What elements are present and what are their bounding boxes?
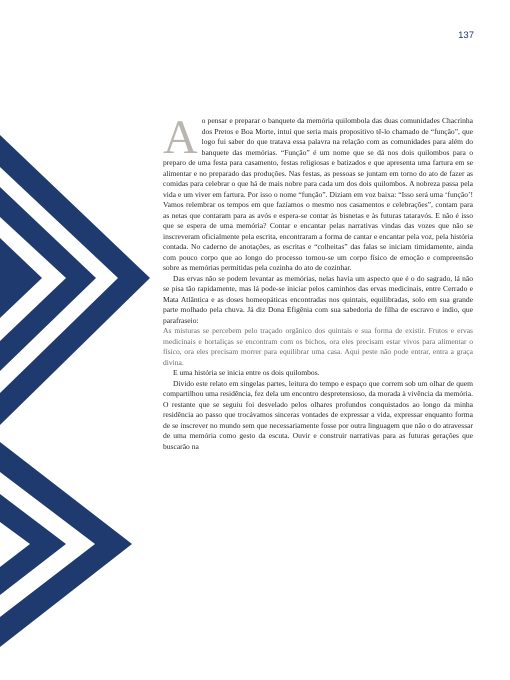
drop-cap: A [163,111,198,164]
paragraph-2: Das ervas não se podem levantar as memórias, nelas havia um aspecto que é o do sagrado, lá não se pisa tão rapidamente, mas lá pode-se iniciar pelos caminhos das ervas medicinais, entre Cerrado e Mata Atlântica e as doses homeopáticas encontradas nos quintais, equilibradas, solo em sua grande parte molhado pela chuva. Já diz Dona Efigênia com sua sabedoria de filha de escravo e índio, que parafraseio: [163,273,473,325]
page-number: 137 [458,30,474,41]
block-quote: As misturas se percebem pelo traçado orgânico dos quintais e sua forma de existir. Frutos e ervas medicinais e hortaliças se encontram com os bichos, ora eles precisam estar vivos para alimentar o físico, ora eles precisam morrer para equilibrar uma casa. Aqui peste não pode entrar, entra a graça divina. [163,326,473,367]
paragraph-4: Divido este relato em singelas partes, leitura do tempo e espaço que correm sob um olhar de quem compartilhou uma residência, fez dela um encontro despretensioso, da morada à vivência da memória. O restante que se seguiu foi desvelado pelos olhares profundos conquistados ao longo da minha residência ao passo que trocávamos sinceras vontades de expressar a vida, expressar enquanto forma de se inscrever no mundo sem que necessariamente fosse por outra linguagem que não o do atravessar de uma memória como gesto da escuta. Ouvir e construir narrativas para as futuras gerações que buscarão na [163,378,473,451]
paragraph-1: Ao pensar e preparar o banquete da memória quilombola das duas comunidades Chacrinha dos Pretos e Boa Morte, intuí que seria mais propositivo tê-lo chamado de “função”, que logo fui saber do que tratava essa palavra na relação com as comunidades para além do banquete das memórias. “Função” é um nome que se dá nos dois quilombos para o preparo de uma festa para casamento, festas religiosas e batizados e que apresenta uma fartura em se alimentar e no preparado das produções. Nas festas, as pessoas se juntam em torno do ato de fazer as comidas para celebrar o que há de mais nobre para cada um dos dois quilombos. A nobreza passa pela vida e um viver em fartura. Por isso o nome “função”. Diziam em voz baixa: “Isso será uma ‘função’! Vamos relembrar os tempos em que fazíamos o mesmo nos casamentos e celebrações”, contam para as netas que contaram para as avós e espera-se contar às bisnetas e às futuras tataravós. E não é isso que se espera de uma memória? Contar e encantar pelas narrativas vindas das vozes que não se inscreveram oficialmente pela escrita, encontraram a forma de cantar e encantar pela voz, pela história contada. No caderno de anotações, as escritas e “colheitas” das falas se iniciam timidamente, ainda com pouco corpo que ao longo do processo tornou-se um corpo físico de emoção e compreensão sobre as memórias permitidas pela cozinha do ato de cozinhar. [163,111,473,272]
body-text [163,111,473,452]
chevron-decoration-bottom [0,442,140,647]
paragraph-3: E uma história se inicia entre os dois quilombos. [173,368,320,377]
chevron-decoration-top [0,135,150,425]
